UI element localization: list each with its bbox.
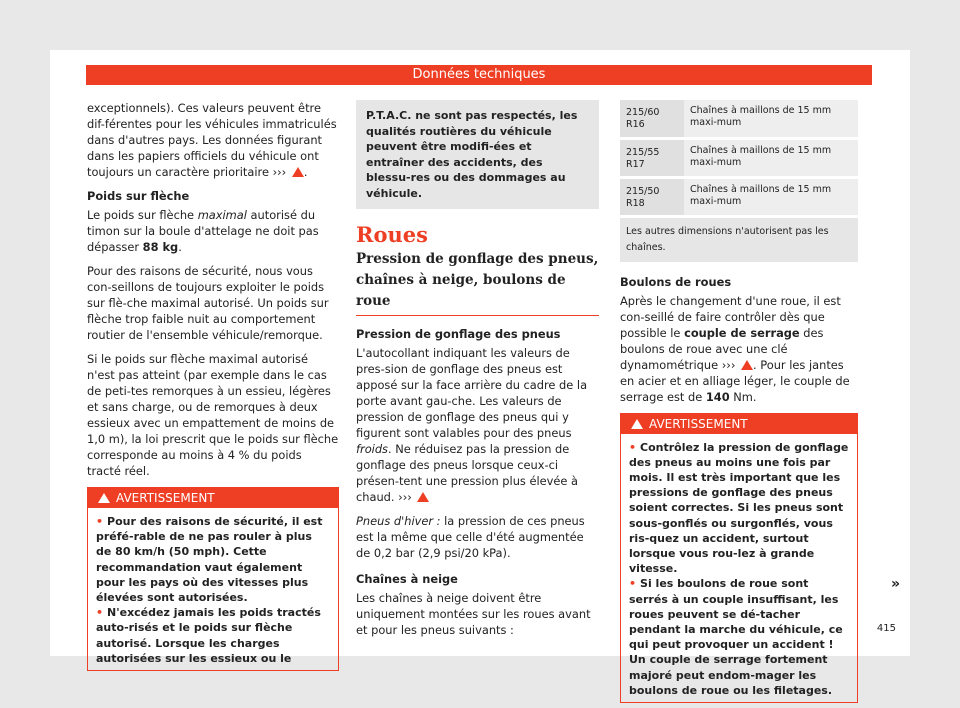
section-heading-chaines: Chaînes à neige (356, 572, 458, 586)
warning-item: • N'excédez jamais les poids tractés auto-risés et le poids sur flèche autorisé. Lorsque les charges autorisées sur les essieux ou le (96, 606, 321, 665)
warning-item: • Pour des raisons de sécurité, il est préfé-rable de ne pas rouler à plus de 80 km/h (50 mph). Cette recommandation vaut également pour les pays où des vitesses plus élevées sont autorisées. (96, 515, 323, 605)
paragraph: Pour des raisons de sécurité, nous vous con-seillons de toujours exploiter le poids sur flè-che maximal autorisé. Un poids sur flèche trop faible nuit au comportement routier de l'ensemble véhicule/remorque. (87, 264, 329, 342)
paragraph: Les chaînes à neige doivent être uniquement montées sur les roues avant et pour les pneus suivants : (356, 591, 591, 637)
paragraph: Pneus d'hiver : la pression de ces pneus est la même que celle d'été augmentée de 0,2 bar (2,9 psi/20 kPa). (356, 514, 585, 560)
page-number: 415 (876, 623, 896, 634)
warning-body (88, 508, 338, 670)
chapter-title: Roues (356, 222, 428, 247)
paragraph: Après le changement d'une roue, il est con-seillé de faire contrôler dès que possible le couple de serrage des boulons de roue avec une clé dynamométrique ››› . Pour les jantes en acier et en alliage léger, le couple de serrage est de 140 Nm. (620, 293, 850, 404)
paragraph: exceptionnels). Ces valeurs peuvent être dif-férentes pour les véhicules immatriculés dans d'autres pays. Les données figurant dans les papiers officiels du véhicule ont toujours un caractère prioritaire ››› . (87, 101, 337, 179)
page-header: Données techniques (86, 65, 872, 85)
table-note: Les autres dimensions n'autorisent pas les chaînes. (620, 218, 858, 262)
table-row: 215/60 R16 Chaînes à maillons de 15 mm maxi-mum (620, 100, 858, 138)
warning-triangle-icon (292, 167, 304, 177)
continue-arrow: » (890, 576, 900, 592)
table-row: 215/55 R17 Chaînes à maillons de 15 mm maxi-mum (620, 138, 858, 177)
table-row: 215/50 R18 Chaînes à maillons de 15 mm maxi-mum (620, 177, 858, 216)
paragraph: Si le poids sur flèche maximal autorisé n'est pas atteint (par exemple dans le cas de peti-tes remorques à un essieu, légères et sans charge, ou de remorques à deux essieux avec un empattement de moins de 1,0 m), la loi prescrit que le poids sur flèche corresponde au moins à 4 % du poids tracté réel. (87, 352, 339, 478)
warning-item: • Si les boulons de roue sont serrés à un couple insuffisant, les roues peuvent se dé-tacher pendant la marche du véhicule, ce qui peut provoquer un accident ! Un couple de serrage fortement majoré peut endom-mager les boulons de roue ou les filetages. (629, 577, 843, 697)
warning-triangle-icon (741, 360, 753, 370)
section-heading-boulons: Boulons de roues (620, 274, 732, 289)
column-left (87, 100, 339, 671)
warning-body (621, 434, 857, 702)
warning-triangle-icon (417, 492, 429, 502)
warning-header: AVERTISSEMENT (88, 488, 338, 508)
warning-triangle-icon (98, 493, 110, 503)
column-middle (356, 100, 599, 646)
section-title: Pression de gonflage des pneus, chaînes à neige, boulons de roue (356, 249, 599, 316)
warning-header: AVERTISSEMENT (621, 414, 857, 434)
warning-box (620, 413, 858, 703)
section-heading-poids: Poids sur flèche (87, 189, 190, 203)
manual-page (50, 50, 910, 697)
paragraph: Le poids sur flèche maximal autorisé du timon sur la boule d'attelage ne doit pas dépasser 88 kg. (87, 208, 319, 254)
snow-chain-table (620, 100, 858, 218)
column-right (620, 100, 858, 703)
warning-triangle-icon (631, 419, 643, 429)
paragraph: L'autocollant indiquant les valeurs de pres-sion de gonflage des pneus est apposé sur la face arrière du cadre de la porte avant gau-che. Les valeurs de pression de gonflage des pneus qui y figurent sont valables pour des pneus froids. Ne réduisez pas la pression de gonflage des pneus lorsque ceux-ci présen-tent une pression plus élevée à chaud. ››› (356, 346, 588, 504)
warning-continuation-box: P.T.A.C. ne sont pas respectés, les qualités routières du véhicule peuvent être modifi-ées et entraîner des accidents, des blessu-res ou des dommages au véhicule. (356, 100, 599, 209)
section-heading-pression: Pression de gonflage des pneus (356, 327, 561, 341)
warning-item: • Contrôlez la pression de gonflage des pneus au moins une fois par mois. Il est très important que les pressions de gonflage des pneus soient correctes. Si les pneus sont sous-gonflés ou surgonflés, vous ris-quez un accident, surtout lorsque vous rou-lez à grande vitesse. (629, 440, 849, 576)
warning-box (87, 487, 339, 671)
